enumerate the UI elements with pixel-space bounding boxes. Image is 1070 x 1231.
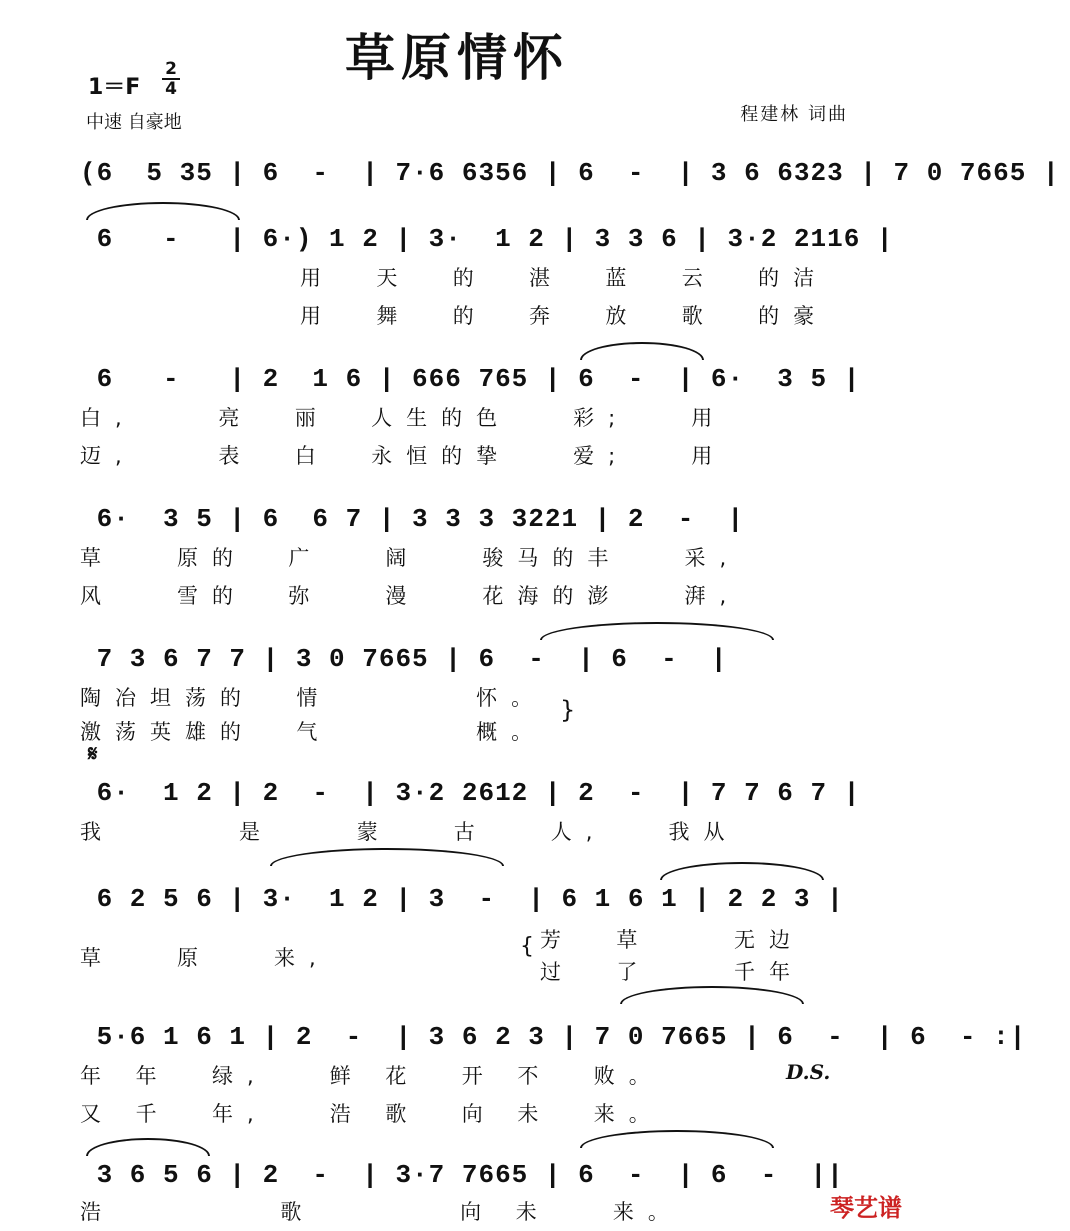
watermark-logo: 琴艺谱 xyxy=(830,1194,902,1222)
notation-row-3: 6· 3 5 | 6 6 7 | 3 3 3 3221 | 2 - | xyxy=(80,504,745,534)
notation-row-7: 5·6 1 6 1 | 2 - | 3 6 2 3 | 7 0 7665 | 6 - | 6 - :| xyxy=(80,1022,1027,1052)
lyric-row-2b: 迈, 表 白 永恒的挚 爱; 用 xyxy=(80,444,727,468)
staff-row-3 xyxy=(80,498,850,546)
notation-row-5: 6· 1 2 | 2 - | 3·2 2612 | 2 - | 7 7 6 7 | xyxy=(80,778,861,808)
lyric-row-5: 我 是 蒙 古 人, 我从 xyxy=(80,820,739,844)
time-signature xyxy=(160,60,182,98)
staff-row-4 xyxy=(80,638,850,686)
staff-row-2 xyxy=(80,358,861,406)
lyric-row-8: 浩 歌 向 未 来。 xyxy=(80,1200,683,1224)
lyric-row-4b: 激荡英雄的 气 概。 xyxy=(80,720,547,744)
lyric-row-7a: 年 年 绿, 鲜 花 开 不 败。 xyxy=(80,1064,664,1088)
meter-bottom: 4 xyxy=(165,79,177,99)
staff-row-8 xyxy=(80,1154,850,1202)
ds-marking: D.S. xyxy=(786,1060,831,1084)
lyric-row-6a: 草 原 来, xyxy=(80,946,330,970)
staff-row-5 xyxy=(80,772,861,820)
lyric-row-3a: 草 原的 广 阔 骏马的丰 采, xyxy=(80,546,741,570)
staff-row-7 xyxy=(80,1016,1027,1064)
staff-row-0 xyxy=(80,152,1060,200)
staff-row-6 xyxy=(80,878,850,926)
composer-credit: 程建林 词曲 xyxy=(740,104,848,125)
tempo-marking: 中速 自豪地 xyxy=(86,112,182,133)
staff-row-1 xyxy=(80,218,894,266)
song-title: 草原情怀 xyxy=(345,29,569,87)
lyric-row-4a: 陶冶坦荡的 情 怀。 xyxy=(80,686,547,710)
lyric-row-7b: 又 千 年, 浩 歌 向 未 来。 xyxy=(80,1102,664,1126)
segno-sign: 𝄋 xyxy=(88,742,98,767)
meter-top: 2 xyxy=(165,59,177,79)
notation-row-2: 6 - | 2 1 6 | 666 765 | 6 - | 6· 3 5 | xyxy=(80,364,861,394)
lyric-row-1b: 用 舞 的 奔 放 歌 的豪 xyxy=(300,304,829,328)
notation-row-6: 6 2 5 6 | 3· 1 2 | 3 - | 6 1 6 1 | 2 2 3 | xyxy=(80,884,844,914)
lyric-row-6b1: 芳 草 无边 xyxy=(540,928,805,952)
notation-row-8: 3 6 5 6 | 2 - | 3·7 7665 | 6 - | 6 - || xyxy=(80,1160,844,1190)
notation-row-0: (6 5 35 | 6 - | 7·6 6356 | 6 - | 3 6 6323 | 7 0 7665 | xyxy=(80,158,1060,188)
lyric-row-1a: 用 天 的 湛 蓝 云 的洁 xyxy=(300,266,829,290)
notation-row-4: 7 3 6 7 7 | 3 0 7665 | 6 - | 6 - | xyxy=(80,644,728,674)
lyric-row-2a: 白, 亮 丽 人生的色 彩; 用 xyxy=(80,406,727,430)
notation-row-1: 6 - | 6·) 1 2 | 3· 1 2 | 3 3 6 | 3·2 2116 | xyxy=(80,224,894,254)
lyric-row-6b2: 过 了 千年 xyxy=(540,960,805,984)
lyric-row-3b: 风 雪的 弥 漫 花海的澎 湃, xyxy=(80,584,741,608)
key-signature: 1＝F xyxy=(88,75,141,100)
brace-open: { xyxy=(520,934,534,959)
brace-close: } xyxy=(560,696,576,724)
